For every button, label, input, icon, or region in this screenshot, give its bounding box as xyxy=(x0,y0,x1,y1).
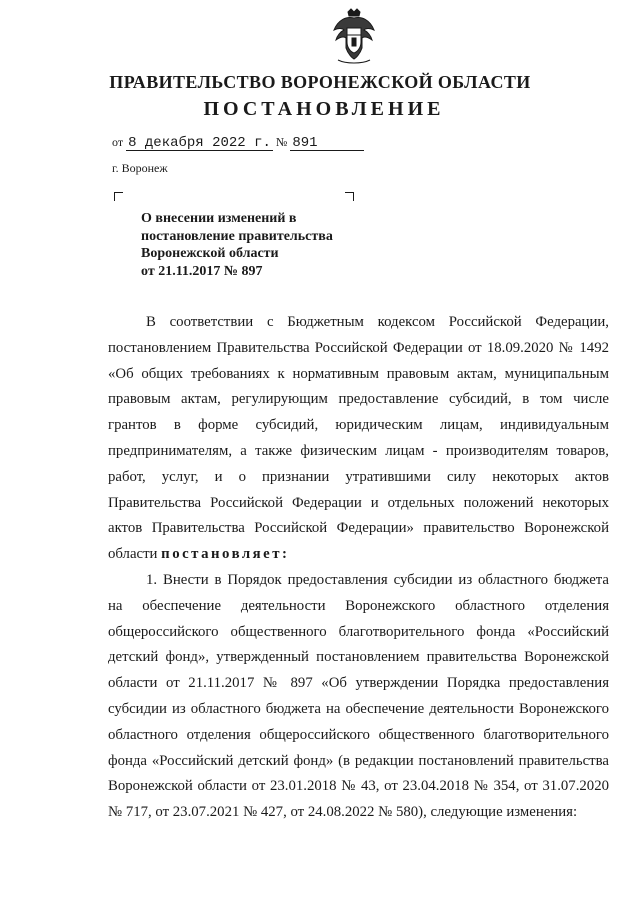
text-line-prefix: области xyxy=(108,546,162,563)
text-line: актов Правительства Российской Федерации» правительство Воронежской xyxy=(108,520,609,537)
text-line: постановлением Правительства Российской Федерации от 18.09.2020 № 1492 xyxy=(108,339,609,356)
text-line: № 717, от 23.07.2021 № 427, от 24.08.2022 № 580), следующие изменения: xyxy=(108,804,578,821)
text-line: грантов в форме субсидий, юридическим лицам, индивидуальным xyxy=(108,417,609,434)
clause-one-paragraph xyxy=(108,568,609,826)
subject-line: Воронежской области xyxy=(141,246,279,261)
document-type-title: ПОСТАНОВЛЕНИЕ xyxy=(203,98,445,120)
city-label: г. Воронеж xyxy=(112,161,168,175)
subject-line: О внесении изменений в xyxy=(141,211,297,226)
text-line: на обеспечение деятельности Воронежского областного отделения xyxy=(108,597,609,614)
subject-bracket-left xyxy=(114,192,123,201)
subject-bracket-right xyxy=(345,192,354,201)
coat-of-arms-icon xyxy=(328,8,380,66)
document-date: 8 декабря 2022 г. xyxy=(128,135,271,151)
preamble-paragraph xyxy=(108,310,609,568)
text-line: фонда «Российский детский фонд» (в редакции постановлений правительства xyxy=(108,752,609,769)
document-subject xyxy=(141,210,333,280)
date-number-line xyxy=(112,135,364,151)
text-line: «Об общих требованиях к нормативным правовым актам, муниципальным xyxy=(108,365,609,382)
number-prefix: № xyxy=(275,135,288,149)
text-line: областного отделения общероссийского общественного благотворительного xyxy=(108,726,609,743)
organization-title: ПРАВИТЕЛЬСТВО ВОРОНЕЖСКОЙ ОБЛАСТИ xyxy=(109,72,531,92)
subject-line: от 21.11.2017 № 897 xyxy=(141,263,263,279)
text-line: общероссийского общественного благотворительного фонда «Российский xyxy=(108,623,609,640)
text-line: Воронежской области от 23.01.2018 № 43, от 23.04.2018 № 354, от 31.07.2020 xyxy=(108,778,609,795)
text-line: субсидии из областного бюджета на обеспечение деятельности Воронежского xyxy=(108,700,609,717)
text-line: области от 21.11.2017 № 897 «Об утверждении Порядка предоставления xyxy=(108,675,609,692)
date-prefix: от xyxy=(112,135,124,149)
text-line-final xyxy=(108,542,609,568)
text-line: работ, услуг, и о признании утратившими силу некоторых актов xyxy=(108,468,609,485)
text-line: детский фонд», утвержденный постановлением правительства Воронежской xyxy=(108,649,609,666)
subject-line: постановление правительства xyxy=(141,228,333,244)
text-line: предпринимателям, а также физическим лицам - производителям товаров, xyxy=(108,442,609,459)
resolves-keyword: постановляет: xyxy=(161,546,290,563)
text-line: Правительства Российской Федерации и отдельных положений некоторых xyxy=(108,494,609,511)
text-line: 1. Внести в Порядок предоставления субсидии из областного бюджета xyxy=(146,572,609,588)
text-line: правовым актам, регулирующим предоставление субсидий, в том числе xyxy=(108,391,609,408)
text-line: В соответствии с Бюджетным кодексом Российской Федерации, xyxy=(146,314,609,330)
document-number: 891 xyxy=(290,136,364,151)
